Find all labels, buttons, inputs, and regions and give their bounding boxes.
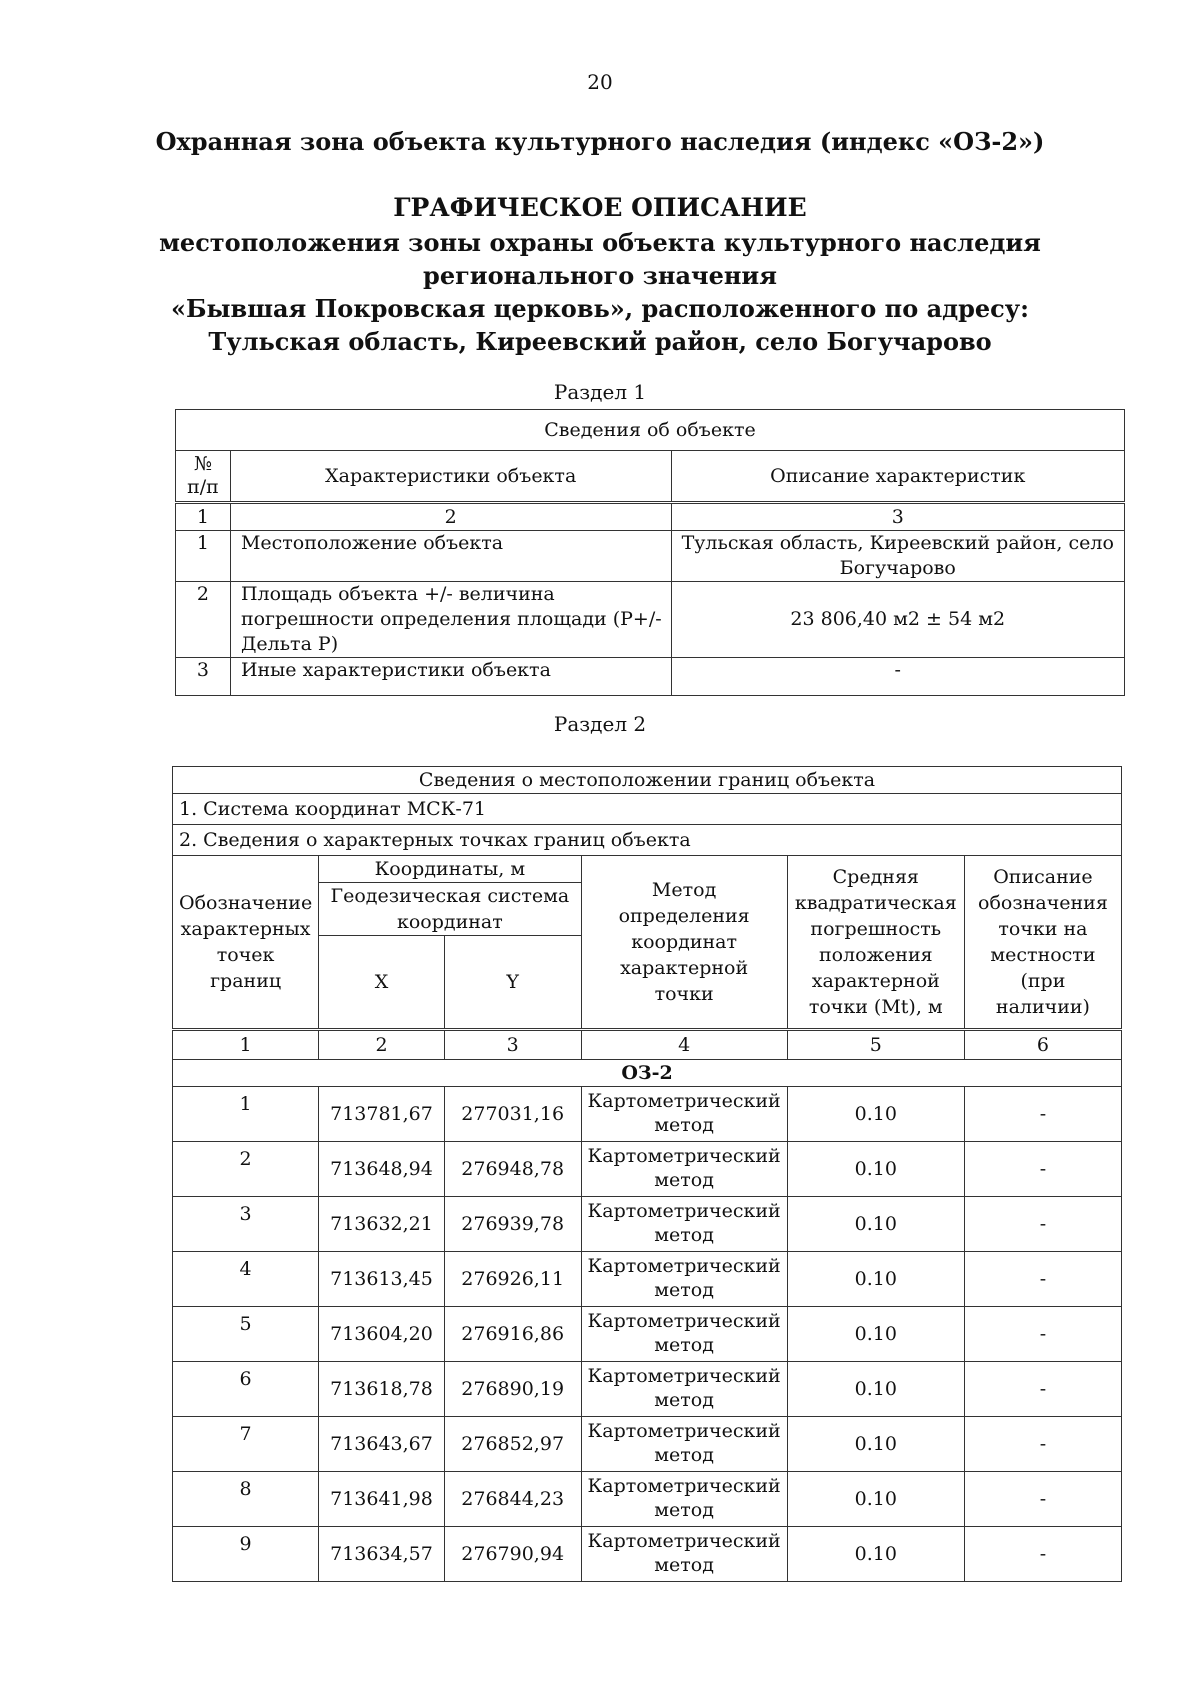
point-x: 713781,67 — [319, 1087, 445, 1142]
header-y: Y — [444, 936, 581, 1030]
point-y: 276948,78 — [444, 1142, 581, 1197]
point-x: 713632,21 — [319, 1197, 445, 1252]
table-row — [173, 1252, 1122, 1307]
point-id: 9 — [173, 1527, 319, 1582]
point-y: 277031,16 — [444, 1087, 581, 1142]
row-value: - — [671, 658, 1125, 696]
table-row — [173, 1527, 1122, 1582]
point-error: 0.10 — [787, 1362, 964, 1417]
row-value: 23 806,40 м2 ± 54 м2 — [671, 582, 1125, 658]
point-x: 713618,78 — [319, 1362, 445, 1417]
header-location-desc: Описание обозначения точки на местности (при наличии) — [964, 856, 1121, 1030]
header-method: Метод определения координат характерной точки — [581, 856, 787, 1030]
page-number: 20 — [587, 70, 613, 94]
col-number: 1 — [176, 503, 231, 531]
description-heading: ГРАФИЧЕСКОЕ ОПИСАНИЕ — [393, 193, 807, 222]
point-desc: - — [964, 1417, 1121, 1472]
point-method: Картометрический метод — [581, 1417, 787, 1472]
row-num: 1 — [176, 531, 231, 582]
boundary-table-title: Сведения о местоположении границ объекта — [173, 767, 1122, 794]
header-characteristics: Характеристики объекта — [230, 451, 671, 503]
description-line-1: местоположения зоны охраны объекта культурного наследия — [159, 228, 1041, 257]
point-id: 6 — [173, 1362, 319, 1417]
header-num: № п/п — [176, 451, 231, 503]
point-desc: - — [964, 1527, 1121, 1582]
point-x: 713643,67 — [319, 1417, 445, 1472]
point-error: 0.10 — [787, 1472, 964, 1527]
point-error: 0.10 — [787, 1252, 964, 1307]
header-x: X — [319, 936, 445, 1030]
point-method: Картометрический метод — [581, 1087, 787, 1142]
point-method: Картометрический метод — [581, 1472, 787, 1527]
point-y: 276926,11 — [444, 1252, 581, 1307]
description-line-3: «Бывшая Покровская церковь», расположенного по адресу: — [170, 294, 1030, 323]
row-value: Тульская область, Киреевский район, село Богучарово — [671, 531, 1125, 582]
table-row — [173, 1087, 1122, 1142]
point-desc: - — [964, 1252, 1121, 1307]
point-id: 4 — [173, 1252, 319, 1307]
table-row — [173, 1307, 1122, 1362]
point-y: 276844,23 — [444, 1472, 581, 1527]
point-y: 276790,94 — [444, 1527, 581, 1582]
point-desc: - — [964, 1087, 1121, 1142]
col-number: 2 — [230, 503, 671, 531]
col-number: 6 — [964, 1030, 1121, 1060]
boundary-points-table — [172, 766, 1122, 1582]
point-method: Картометрический метод — [581, 1362, 787, 1417]
point-desc: - — [964, 1472, 1121, 1527]
object-info-table — [175, 409, 1125, 696]
col-number: 2 — [319, 1030, 445, 1060]
description-line-4: Тульская область, Киреевский район, село Богучарово — [208, 327, 992, 356]
row-name: Местоположение объекта — [230, 531, 671, 582]
object-info-title: Сведения об объекте — [176, 410, 1125, 451]
point-x: 713648,94 — [319, 1142, 445, 1197]
row-num: 2 — [176, 582, 231, 658]
col-number: 5 — [787, 1030, 964, 1060]
point-id: 2 — [173, 1142, 319, 1197]
point-desc: - — [964, 1362, 1121, 1417]
col-number: 4 — [581, 1030, 787, 1060]
description-line-2: регионального значения — [423, 261, 777, 290]
description-block — [0, 190, 1200, 358]
point-y: 276852,97 — [444, 1417, 581, 1472]
header-designation: Обозначение характерных точек границ — [173, 856, 319, 1030]
header-error: Средняя квадратическая погрешность положения характерной точки (Mt), м — [787, 856, 964, 1030]
header-geodetic: Геодезическая система координат — [319, 883, 581, 936]
row-name: Площадь объекта +/- величина погрешности определения площади (P+/- Дельта P) — [230, 582, 671, 658]
point-desc: - — [964, 1197, 1121, 1252]
point-error: 0.10 — [787, 1307, 964, 1362]
point-error: 0.10 — [787, 1197, 964, 1252]
point-id: 3 — [173, 1197, 319, 1252]
zone-title: Охранная зона объекта культурного наследия (индекс «ОЗ-2») — [155, 127, 1045, 156]
header-description: Описание характеристик — [671, 451, 1125, 503]
point-y: 276890,19 — [444, 1362, 581, 1417]
table-row — [173, 1197, 1122, 1252]
point-error: 0.10 — [787, 1527, 964, 1582]
point-x: 713641,98 — [319, 1472, 445, 1527]
point-method: Картометрический метод — [581, 1142, 787, 1197]
point-x: 713613,45 — [319, 1252, 445, 1307]
point-method: Картометрический метод — [581, 1307, 787, 1362]
point-error: 0.10 — [787, 1142, 964, 1197]
row-name: Иные характеристики объекта — [230, 658, 671, 696]
point-desc: - — [964, 1307, 1121, 1362]
point-x: 713604,20 — [319, 1307, 445, 1362]
section-1-label: Раздел 1 — [553, 380, 647, 404]
point-y: 276939,78 — [444, 1197, 581, 1252]
point-error: 0.10 — [787, 1417, 964, 1472]
points-info: 2. Сведения о характерных точках границ объекта — [173, 825, 1122, 856]
table-row — [173, 1417, 1122, 1472]
point-desc: - — [964, 1142, 1121, 1197]
header-coords: Координаты, м — [319, 856, 581, 883]
point-method: Картометрический метод — [581, 1197, 787, 1252]
zone-label: ОЗ-2 — [173, 1060, 1122, 1087]
table-row — [173, 1472, 1122, 1527]
point-id: 8 — [173, 1472, 319, 1527]
point-method: Картометрический метод — [581, 1252, 787, 1307]
point-x: 713634,57 — [319, 1527, 445, 1582]
row-num: 3 — [176, 658, 231, 696]
section-2-label: Раздел 2 — [553, 712, 647, 736]
col-number: 1 — [173, 1030, 319, 1060]
point-id: 5 — [173, 1307, 319, 1362]
coordinate-system: 1. Система координат МСК-71 — [173, 794, 1122, 825]
col-number: 3 — [444, 1030, 581, 1060]
point-id: 7 — [173, 1417, 319, 1472]
point-y: 276916,86 — [444, 1307, 581, 1362]
col-number: 3 — [671, 503, 1125, 531]
point-method: Картометрический метод — [581, 1527, 787, 1582]
point-error: 0.10 — [787, 1087, 964, 1142]
point-id: 1 — [173, 1087, 319, 1142]
table-row — [173, 1362, 1122, 1417]
table-row — [173, 1142, 1122, 1197]
